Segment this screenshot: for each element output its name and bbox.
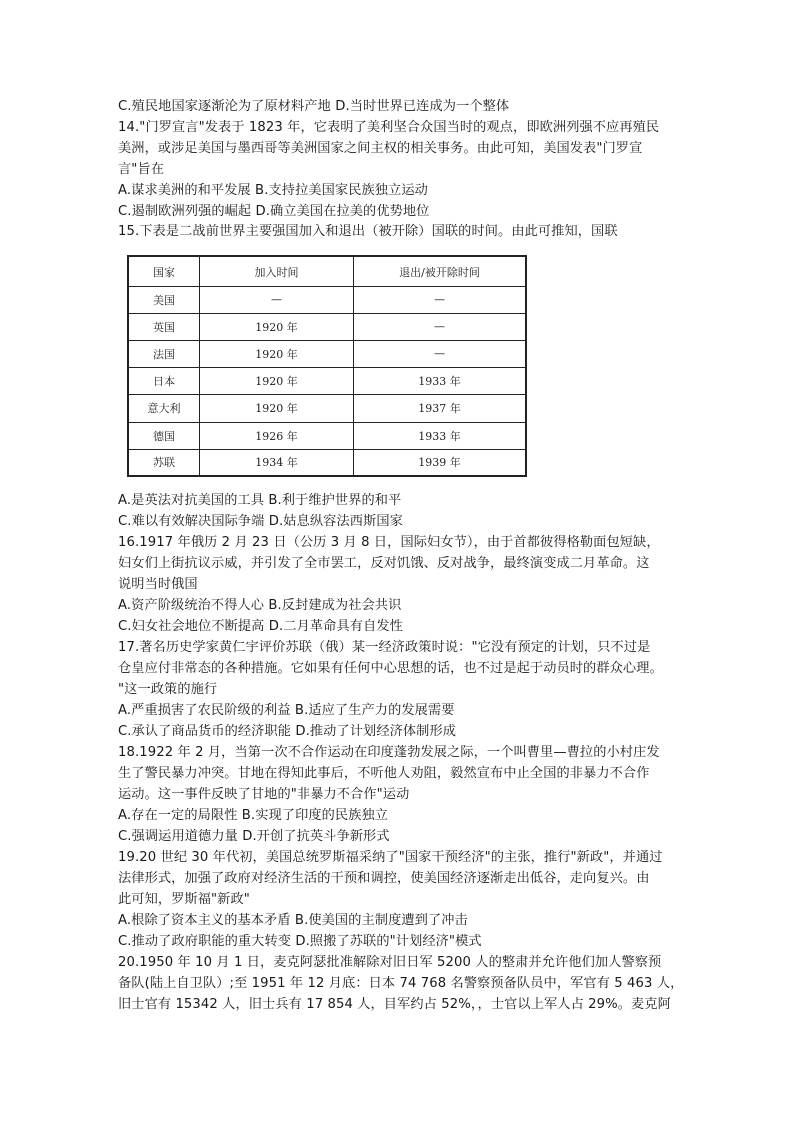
table-cell: 1937 年 xyxy=(418,402,461,415)
text-line: A.是英法对抗美国的工具 B.利于维护世界的和平 xyxy=(118,493,402,508)
text-line: 仓皇应付非常态的各种措施。它如果有任何中心思想的话，也不过是起于动员时的群众心理。 xyxy=(118,661,663,676)
text-line: 旧士官有 15342 人，旧士兵有 17 854 人，目军约占 52%，，士官以上军人占 29%。麦克阿 xyxy=(118,997,671,1012)
table-cell: 德国 xyxy=(129,422,200,449)
table-cell: 法国 xyxy=(129,340,200,367)
text-line: C.强调运用道德力量 D.开创了抗英斗争新形式 xyxy=(118,829,390,844)
text-line: A.资产阶级统治不得人心 B.反封建成为社会共识 xyxy=(118,598,402,613)
table-cell: 美国 xyxy=(129,286,200,313)
table-cell: 日本 xyxy=(129,367,200,394)
table-header-row xyxy=(129,257,525,286)
text-line: C.推动了政府职能的重大转变 D.照搬了苏联的"计划经济"模式 xyxy=(118,934,482,949)
text-line: C.妇女社会地位不断提高 D.二月革命具有自发性 xyxy=(118,619,403,634)
table-cell: — xyxy=(200,286,354,313)
table-cell: — xyxy=(434,347,445,360)
table-row xyxy=(129,313,525,340)
text-line: 15.下表是二战前世界主要强国加入和退出（被开除）国联的时间。由此可推知，国联 xyxy=(118,224,618,239)
text-line: "这一政策的施行 xyxy=(118,682,218,697)
table-cell: 1933 年 xyxy=(418,374,461,388)
text-line: 生了警民暴力冲突。甘地在得知此事后，不听他人劝阻，毅然宣布中止全国的非暴力不合作 xyxy=(118,766,650,781)
table-cell: — xyxy=(434,293,445,306)
text-line: 备队(陆上自卫队）;至 1951 年 12 月底：日本 74 768 名警察预备队员中，军官有 5 463 人， xyxy=(118,976,684,991)
text-line: C.遏制欧洲列强的崛起 D.确立美国在拉美的优势地位 xyxy=(118,204,430,219)
text-line: C.承认了商品货币的经济职能 D.推动了计划经济体制形成 xyxy=(118,724,457,739)
table-cell: 1920 年 xyxy=(200,313,354,340)
text-line: 此可知，罗斯福"新政" xyxy=(118,892,250,907)
text-line: 16.1917 年俄历 2 月 23 日（公历 3 月 8 日，国际妇女节），由于首都彼得格勒面包短缺， xyxy=(118,535,660,550)
table-cell: 英国 xyxy=(129,313,200,340)
text-line: A.谋求美洲的和平发展 B.支持拉美国家民族独立运动 xyxy=(118,183,428,198)
text-line: A.严重损害了农民阶级的利益 B.适应了生产力的发展需要 xyxy=(118,703,455,718)
table-row xyxy=(129,286,525,313)
table-cell: 1920 年 xyxy=(200,340,354,367)
table-cell: 苏联 xyxy=(129,449,200,475)
table-row xyxy=(129,422,525,449)
table-cell: 1939 年 xyxy=(418,456,461,469)
text-line: 说明当时俄国 xyxy=(118,577,198,592)
table-cell: 1926 年 xyxy=(200,422,354,449)
header-cell: 国家 xyxy=(129,257,200,286)
table-row xyxy=(129,367,525,394)
table-cell: 1933 年 xyxy=(418,429,461,443)
text-line: A.根除了资本主义的基本矛盾 B.使美国的主制度遭到了冲击 xyxy=(118,913,468,928)
text-line: 18.1922 年 2 月，当第一次不合作运动在印度蓬勃发展之际，一个叫曹里—曹拉的小村庄发 xyxy=(118,745,660,760)
table-cell: 1920 年 xyxy=(200,394,354,422)
header-cell: 加入时间 xyxy=(200,257,354,286)
text-line: 运动。这一事件反映了甘地的"非暴力不合作"运动 xyxy=(118,787,410,802)
league-membership-table xyxy=(127,255,527,477)
text-line: A.存在一定的局限性 B.实现了印度的民族独立 xyxy=(118,808,389,823)
text-line: C.殖民地国家逐渐沦为了原材料产地 D.当时世界已连成为一个整体 xyxy=(118,99,510,114)
table-cell: 1920 年 xyxy=(200,367,354,394)
text-line: 19.20 世纪 30 年代初，美国总统罗斯福采纳了"国家干预经济"的主张，推行"新政"，并通过 xyxy=(118,850,663,865)
table-row xyxy=(129,449,525,475)
table-row xyxy=(129,394,525,422)
text-line: 美洲，或涉足美国与墨西哥等美洲国家之间主权的相关事务。由此可知，美国发表"门罗宣 xyxy=(118,141,643,156)
text-line: 妇女们上街抗议示威，并引发了全市罢工，反对饥饿、反对战争，最终演变成二月革命。这 xyxy=(118,556,650,571)
table-row xyxy=(129,340,525,367)
text-line: 14."门罗宣言"发表于 1823 年，它表明了美利坚合众国当时的观点，即欧洲列强不应再殖民 xyxy=(118,120,660,135)
text-line: 法律形式，加强了政府对经济生活的干预和调控，使美国经济逐渐走出低谷，走向复兴。由 xyxy=(118,871,650,886)
text-line: 20.1950 年 10 月 1 日，麦克阿瑟批准解除对旧日军 5200 人的整肃并允许他们加人警察预 xyxy=(118,955,662,970)
table-cell: 意大利 xyxy=(129,394,200,422)
header-cell: 退出/被开除时间 xyxy=(399,265,480,279)
table-cell: 1934 年 xyxy=(200,449,354,475)
text-line: 17.著名历史学家黄仁宇评价苏联（俄）某一经济政策时说："它没有预定的计划，只不过是 xyxy=(118,640,651,655)
table-cell: — xyxy=(434,320,445,333)
text-line: 言"旨在 xyxy=(118,162,165,177)
text-line: C.难以有效解决国际争端 D.姑息纵容法西斯国家 xyxy=(118,514,403,529)
